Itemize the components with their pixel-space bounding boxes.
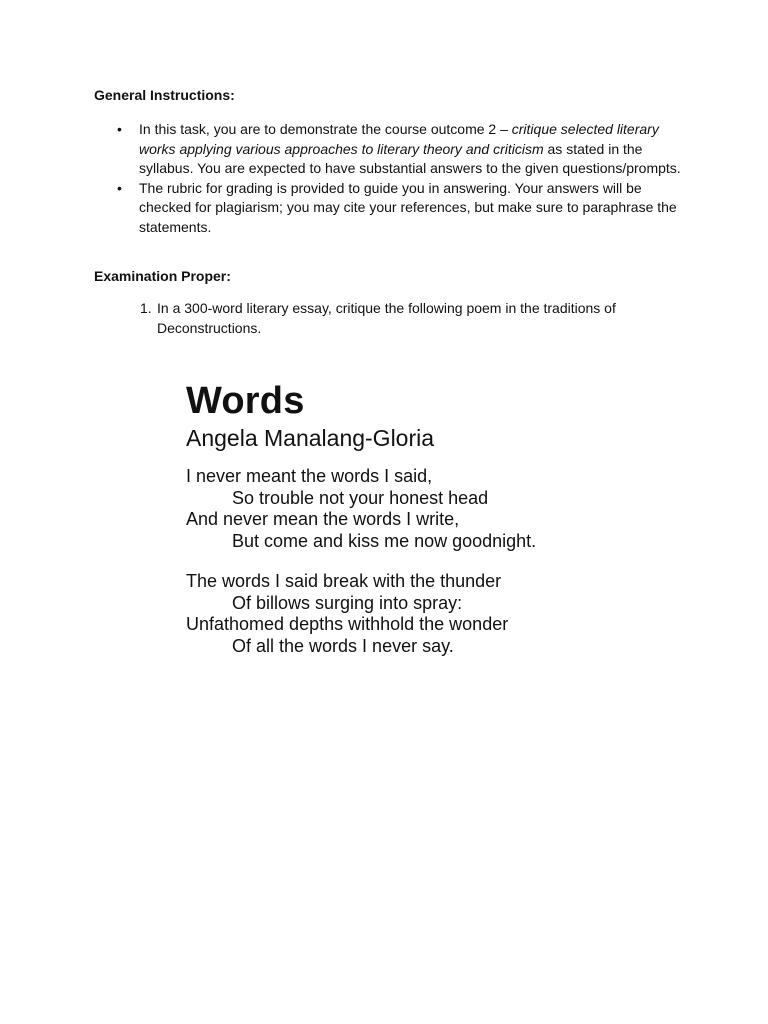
poem-line: Of all the words I never say. — [232, 635, 454, 656]
instruction-text-post: as stated in the syllabus. You are expected to have substantial answers to the given questions/prompts. — [139, 140, 681, 176]
poem-author: Angela Manalang-Gloria — [186, 425, 435, 451]
poem-line: But come and kiss me now goodnight. — [232, 530, 537, 551]
instruction-text-pre: In this task, you are to demonstrate the course outcome 2 – — [139, 121, 512, 137]
bullet-icon: • — [117, 179, 122, 196]
poem-line: So trouble not your honest head — [232, 487, 489, 508]
poem-line: Of billows surging into spray: — [232, 592, 463, 613]
exam-item — [140, 299, 675, 338]
poem-title: Words — [186, 380, 305, 422]
poem-line: Unfathomed depths withhold the wonder — [186, 614, 509, 634]
exam-item-text: In a 300-word literary essay, critique the following poem in the traditions of Deconstructions. — [157, 300, 616, 336]
instructions-list — [117, 120, 682, 237]
examination-proper-heading: Examination Proper: — [94, 268, 231, 284]
instruction-item — [117, 120, 682, 179]
exam-items-list — [140, 299, 675, 338]
instruction-item — [117, 179, 682, 238]
instruction-text-emphasis: critique selected literary works applying various approaches to literary theory and criticism — [139, 121, 659, 157]
instruction-text-pre: The rubric for grading is provided to guide you in answering. Your answers will be checked for plagiarism; you may cite your references, but make sure to paraphrase the statements. — [139, 179, 677, 235]
poem-line: The words I said break with the thunder — [186, 571, 502, 591]
poem-line: I never meant the words I said, — [186, 466, 433, 486]
poem-line: And never mean the words I write, — [186, 509, 460, 529]
bullet-icon: • — [117, 121, 122, 137]
exam-item-number: 1. — [140, 300, 152, 316]
poem-stanza — [186, 571, 706, 657]
poem-stanza — [186, 466, 706, 552]
general-instructions-heading: General Instructions: — [94, 87, 235, 103]
poem — [186, 378, 706, 676]
